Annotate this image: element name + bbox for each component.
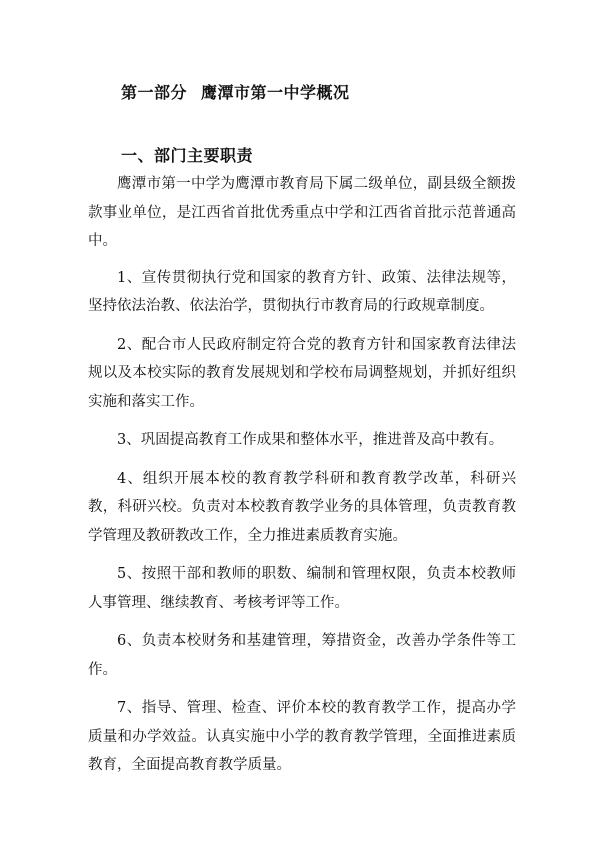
body-text bbox=[88, 170, 516, 790]
paragraph-duty-2: 2、配合市人民政府制定符合党的教育方针和国家教育法律法规以及本校实际的教育发展规划和学校布局调整规划，并抓好组织实施和落实工作。 bbox=[88, 336, 516, 410]
paragraph-duty-7: 7、指导、管理、检查、评价本校的教育教学工作，提高办学质量和办学效益。认真实施中小学的教育教学管理，全面推进素质教育，全面提高教育教学质量。 bbox=[88, 700, 516, 773]
paragraph-duty-6: 6、负责本校财务和基建管理，筹措资金，改善办学条件等工作。 bbox=[88, 633, 516, 678]
paragraph-duty-4: 4、组织开展本校的教育教学科研和教育教学改革，科研兴教，科研兴校。负责对本校教育教学业务的具体管理，负责教育教学管理及教研教改工作，全力推进素质教育实施。 bbox=[88, 470, 516, 544]
paragraph-duty-5: 5、按照干部和教师的职数、编制和管理权限，负责本校教师人事管理、继续教育、考核考评等工作。 bbox=[88, 566, 516, 611]
section-heading: 一、部门主要职责 bbox=[121, 146, 254, 165]
paragraph-duty-1: 1、宣传贯彻执行党和国家的教育方针、政策、法律法规等，坚持依法治教、依法治学，贯彻执行市教育局的行政规章制度。 bbox=[88, 269, 516, 314]
part-label: 第一部分 bbox=[121, 83, 188, 102]
paragraph-duty-3: 3、巩固提高教育工作成果和整体水平，推进普及高中教有。 bbox=[117, 432, 504, 448]
part-title-text: 鹰潭市第一中学概况 bbox=[201, 83, 350, 102]
part-title bbox=[121, 80, 350, 103]
paragraph-intro: 鹰潭市第一中学为鹰潭市教育局下属二级单位，副县级全额拨款事业单位，是江西省首批优秀重点中学和江西省首批示范普通高中。 bbox=[88, 176, 516, 249]
